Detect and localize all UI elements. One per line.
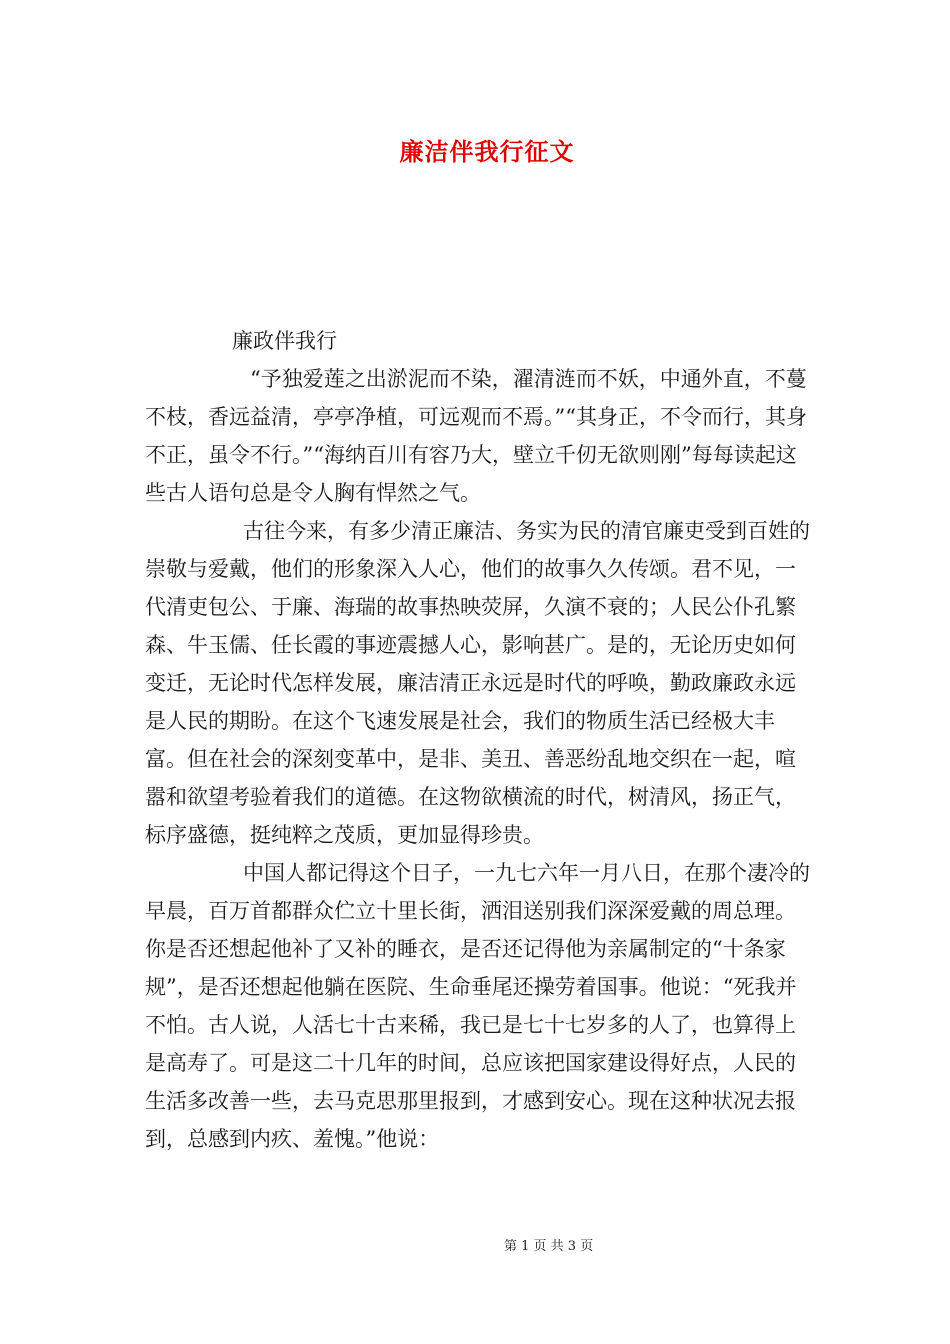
paragraph-2: 古往今来，有多少清正廉洁、务实为民的清官廉吏受到百姓的崇敬与爱戴，他们的形象深入人心，他们的故事久久传颂。君不见，一代清吏包公、于廉、海瑞的故事热映荧屏，久演不衰的；人民公仆孔繁森、牛玉儒、任长霞的事迹震撼人心，影响甚广。是的，无论历史如何变迁，无论时代怎样发展，廉洁清正永远是时代的呼唤，勤政廉政永远是人民的期盼。在这个飞速发展是社会，我们的物质生活已经极大丰富。但在社会的深刻变革中，是非、美丑、善恶纷乱地交织在一起，喧嚣和欲望考验着我们的道德。在这物欲横流的时代，树清风，扬正气，标序盛德，挺纯粹之茂质，更加显得珍贵。 xyxy=(145,519,810,847)
document-subtitle: 廉政伴我行 xyxy=(232,329,337,353)
page-title: 廉洁伴我行征文 xyxy=(399,137,575,166)
paragraph-1: “予独爱莲之出淤泥而不染，濯清涟而不妖，中通外直，不蔓不枝，香远益清，亭亭净植，可远观而不焉。”“其身正，不令而行，其身不正，虽令不行。”“海纳百川有容乃大，壁立千仞无欲则刚”每每读起这些古人语句总是令人胸有悍然之气。 xyxy=(145,367,807,505)
paragraph-3: 中国人都记得这个日子，一九七六年一月八日，在那个凄冷的早晨，百万首都群众伫立十里长街，洒泪送别我们深深爱戴的周总理。你是否还想起他补了又补的睡衣，是否还记得他为亲属制定的“十条家规”，是否还想起他躺在医院、生命垂尾还操劳着国事。他说：“死我并不怕。古人说，人活七十古来稀，我已是七十七岁多的人了，也算得上是高寿了。可是这二十几年的时间，总应该把国家建设得好点，人民的生活多改善一些，去马克思那里报到，才感到安心。现在这种状况去报到，总感到内疚、羞愧。”他说： xyxy=(145,861,810,1151)
document-body xyxy=(145,322,810,1158)
page-number-footer: 第 1 页 共 3 页 xyxy=(504,1239,594,1254)
